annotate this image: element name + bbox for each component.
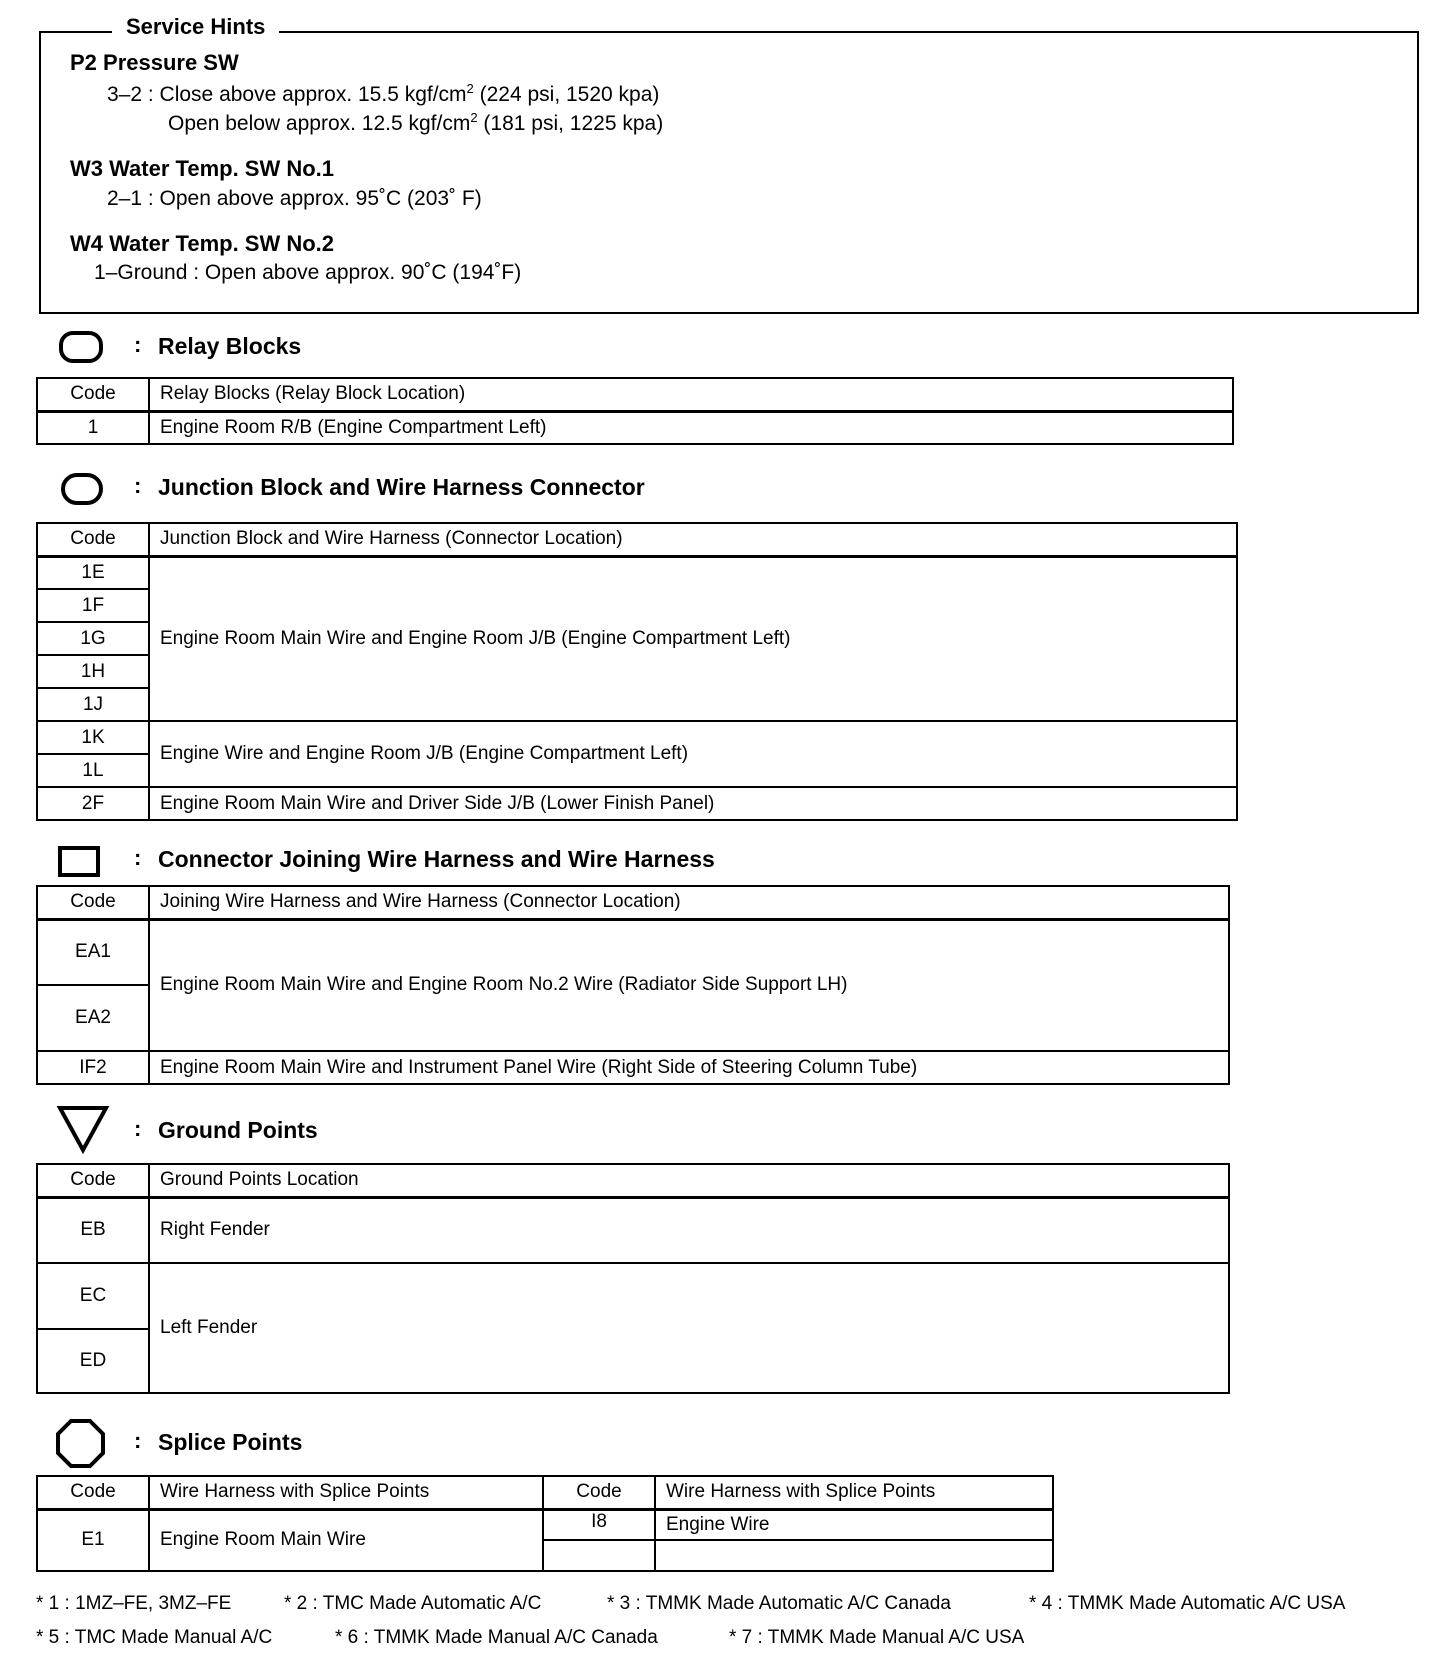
cell-code: E1 [37, 1509, 149, 1571]
cell-code: EA2 [37, 985, 149, 1051]
connector-icon [57, 845, 105, 881]
cell-desc: Engine Room Main Wire and Engine Room No.2 Wire (Radiator Side Support LH) [149, 919, 1229, 1051]
table-row [37, 1051, 1229, 1084]
cell-code: EB [37, 1197, 149, 1263]
footnote-1: * 1 : 1MZ–FE, 3MZ–FE [36, 1593, 232, 1614]
table-row [37, 411, 1233, 444]
cell-desc: Engine Room R/B (Engine Compartment Left) [149, 411, 1233, 444]
cell-desc: Engine Wire [655, 1509, 1053, 1540]
cell-desc: Left Fender [149, 1263, 1229, 1393]
cell-desc: Engine Room Main Wire and Engine Room J/B (Engine Compartment Left) [149, 556, 1237, 721]
table-header-row [37, 1164, 1229, 1197]
junction-colon: : [134, 473, 142, 498]
header-code: Code [37, 1476, 149, 1509]
w3-line: 2–1 : Open above approx. 95˚C (203˚ F) [107, 187, 482, 210]
cell-desc: Right Fender [149, 1197, 1229, 1263]
table-header-row [37, 378, 1233, 411]
cell-code: 1E [37, 556, 149, 589]
header-desc: Wire Harness with Splice Points [149, 1476, 543, 1509]
ground-point-icon [56, 1104, 112, 1154]
service-hints-title: Service Hints [112, 14, 279, 40]
header-desc: Junction Block and Wire Harness (Connector Location) [149, 523, 1237, 556]
header-code: Code [37, 378, 149, 411]
header-code: Code [543, 1476, 655, 1509]
splice-point-icon [55, 1418, 107, 1470]
w3-heading: W3 Water Temp. SW No.1 [70, 156, 335, 181]
cell-code: 1H [37, 655, 149, 688]
w4-line: 1–Ground : Open above approx. 90˚C (194˚F) [94, 261, 522, 284]
cell-code: 1K [37, 721, 149, 754]
cell-desc: Engine Room Main Wire and Driver Side J/B (Lower Finish Panel) [149, 787, 1237, 820]
footnote-7: * 7 : TMMK Made Manual A/C USA [729, 1627, 1025, 1648]
connector-section-title: Connector Joining Wire Harness and Wire Harness [158, 846, 715, 872]
header-desc: Wire Harness with Splice Points [655, 1476, 1053, 1509]
table-row [37, 1263, 1229, 1329]
header-code: Code [37, 523, 149, 556]
cell-code: 1 [37, 411, 149, 444]
connector-table [36, 885, 1230, 1085]
header-code: Code [37, 1164, 149, 1197]
p2-line-1: 3–2 : Close above approx. 15.5 kgf/$cm^2$ (224 psi, 1520 kpa) [107, 81, 660, 106]
connector-colon: : [134, 845, 142, 870]
cell-code: 2F [37, 787, 149, 820]
w4-heading: W4 Water Temp. SW No.2 [70, 231, 335, 256]
cell-code: ED [37, 1329, 149, 1393]
table-header-row [37, 523, 1237, 556]
ground-colon: : [134, 1116, 142, 1141]
table-header-row [37, 886, 1229, 919]
header-desc: Joining Wire Harness and Wire Harness (Connector Location) [149, 886, 1229, 919]
junction-block-icon [60, 472, 108, 508]
footnote-3: * 3 : TMMK Made Automatic A/C Canada [607, 1593, 951, 1614]
footnote-5: * 5 : TMC Made Manual A/C [36, 1627, 273, 1648]
cell-code: I8 [543, 1509, 655, 1540]
relay-table [36, 377, 1234, 445]
cell-desc-empty [655, 1540, 1053, 1571]
footnote-6: * 6 : TMMK Made Manual A/C Canada [335, 1627, 658, 1648]
cell-desc: Engine Wire and Engine Room J/B (Engine Compartment Left) [149, 721, 1237, 787]
cell-code: EA1 [37, 919, 149, 985]
junction-section-title: Junction Block and Wire Harness Connector [158, 474, 645, 500]
cell-code: EC [37, 1263, 149, 1329]
table-header-row [37, 1476, 1053, 1509]
cell-code: 1F [37, 589, 149, 622]
table-row [37, 1509, 1053, 1540]
header-desc: Ground Points Location [149, 1164, 1229, 1197]
table-row [37, 1197, 1229, 1263]
cell-code: 1L [37, 754, 149, 787]
footnote-2: * 2 : TMC Made Automatic A/C [284, 1593, 542, 1614]
relay-block-icon [58, 330, 106, 366]
splice-table [36, 1475, 1054, 1572]
cell-code-empty [543, 1540, 655, 1571]
ground-table [36, 1163, 1230, 1394]
table-row [37, 919, 1229, 985]
cell-desc: Engine Room Main Wire and Instrument Panel Wire (Right Side of Steering Column Tube) [149, 1051, 1229, 1084]
table-row [37, 721, 1237, 754]
splice-section-title: Splice Points [158, 1429, 303, 1455]
splice-colon: : [134, 1428, 142, 1453]
junction-table [36, 522, 1238, 821]
header-code: Code [37, 886, 149, 919]
header-desc: Relay Blocks (Relay Block Location) [149, 378, 1233, 411]
ground-section-title: Ground Points [158, 1117, 318, 1143]
footnote-4: * 4 : TMMK Made Automatic A/C USA [1029, 1593, 1346, 1614]
table-row [37, 787, 1237, 820]
cell-code: 1J [37, 688, 149, 721]
p2-line-2: Open below approx. 12.5 kgf/$cm^2$ (181 psi, 1225 kpa) [168, 110, 664, 135]
relay-section-title: Relay Blocks [158, 333, 302, 359]
relay-colon: : [134, 332, 142, 357]
cell-code: 1G [37, 622, 149, 655]
table-row [37, 556, 1237, 589]
cell-desc: Engine Room Main Wire [149, 1509, 543, 1571]
cell-code: IF2 [37, 1051, 149, 1084]
p2-heading: P2 Pressure SW [70, 50, 239, 75]
